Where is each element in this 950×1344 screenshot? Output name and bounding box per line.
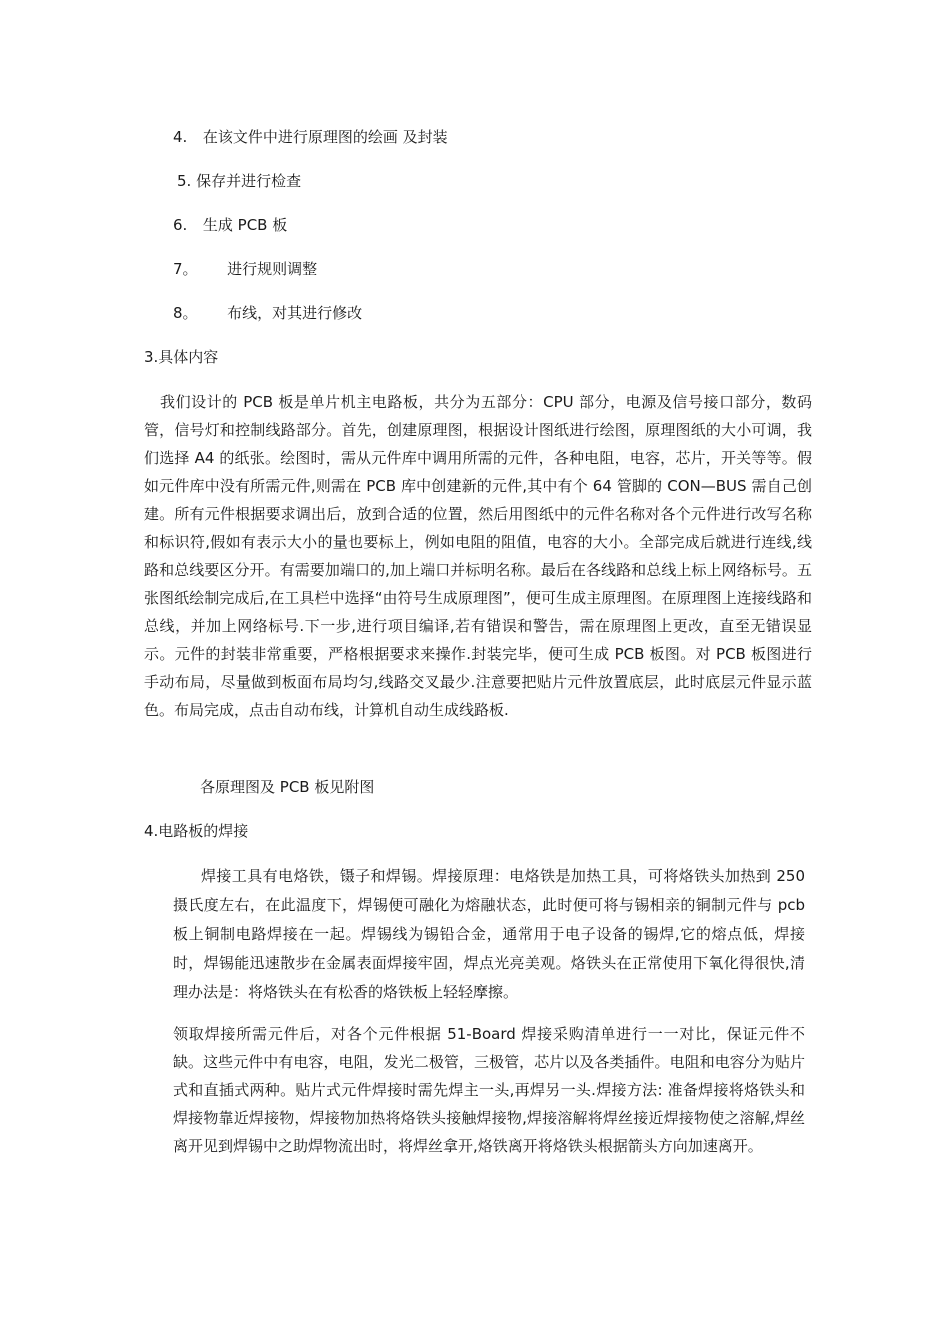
section-4-paragraph-2: 领取焊接所需元件后，对各个元件根据 51-Board 焊接采购清单进行一一对比，保证元件不缺。这些元件中有电容，电阻，发光二极管，三极管，芯片以及各类插件。电阻和电容分为贴片式和直插式两种。贴片式元件焊接时需先焊主一头,再焊另一头.焊接方法: 准备焊接将烙铁头和焊接物靠近焊接物，焊接物加热将烙铁头接触焊接物,焊接溶解将焊丝接近焊接物使之溶解,焊丝离开见到焊锡中之助焊物流出时，将焊丝拿开,烙铁离开将烙铁头根据箭头方向加速离开。 — [173, 1025, 805, 1155]
step-number: 6. — [173, 216, 188, 234]
step-item-8 — [173, 302, 362, 324]
step-number: 8。 — [173, 304, 198, 322]
section-3-body: 我们设计的 PCB 板是单片机主电路板，共分为五部分：CPU 部分，电源及信号接口部分，数码管，信号灯和控制线路部分。首先，创建原理图，根据设计图纸进行绘图，原理图纸的大小可调，我们选择 A4 的纸张。绘图时，需从元件库中调用所需的元件，各种电阻，电容，芯片，开关等等。假如元件库中没有所需元件,则需在 PCB 库中创建新的元件,其中有个 64 管脚的 CON—BUS 需自己创建。所有元件根据要求调出后，放到合适的位置，然后用图纸中的元件名称对各个元件进行改写名称和标识符,假如有表示大小的量也要标上，例如电阻的阻值，电容的大小。全部完成后就进行连线,线路和总线要区分开。有需要加端口的,加上端口并标明名称。最后在各线路和总线上标上网络标号。五张图纸绘制完成后,在工具栏中选择“由符号生成原理图”，便可生成主原理图。在原理图上连接线路和总线，并加上网络标号.下一步,进行项目编译,若有错误和警告，需在原理图上更改，直至无错误显示。元件的封装非常重要，严格根据要求来操作.封装完毕，便可生成 PCB 板图。对 PCB 板图进行手动布局，尽量做到板面布局均匀,线路交叉最少.注意要把贴片元件放置底层，此时底层元件显示蓝色。布局完成，点击自动布线，计算机自动生成线路板. — [144, 393, 812, 719]
step-item-5 — [177, 170, 301, 192]
step-number: 4. — [173, 128, 188, 146]
step-item-4 — [173, 126, 448, 148]
step-text: 保存并进行检查 — [196, 172, 302, 190]
step-text: 在该文件中进行原理图的绘画 及封装 — [202, 128, 448, 146]
step-item-7 — [173, 258, 317, 280]
step-number: 7。 — [173, 260, 198, 278]
section-4-paragraph-1: 焊接工具有电烙铁，镊子和焊锡。焊接原理：电烙铁是加热工具，可将烙铁头加热到 250 摄氏度左右，在此温度下，焊锡便可融化为熔融状态，此时便可将与锡相亲的铜制元件与 pcb 板上铜制电路焊接在一起。焊锡线为锡铅合金，通常用于电子设备的锡焊,它的熔点低，焊接时，焊锡能迅速散步在金属表面焊接牢固，焊点光亮美观。烙铁头在正常使用下氧化得很快,清理办法是：将烙铁头在有松香的烙铁板上轻轻摩擦。 — [173, 867, 805, 1001]
step-text: 进行规则调整 — [227, 260, 318, 278]
attachment-note: 各原理图及 PCB 板见附图 — [200, 778, 375, 796]
step-number: 5. — [177, 172, 192, 190]
section-3-heading: 3.具体内容 — [144, 348, 219, 366]
section-4-heading: 4.电路板的焊接 — [144, 822, 249, 840]
step-text: 布线，对其进行修改 — [227, 304, 363, 322]
step-item-6 — [173, 214, 287, 236]
step-text: 生成 PCB 板 — [202, 216, 288, 234]
